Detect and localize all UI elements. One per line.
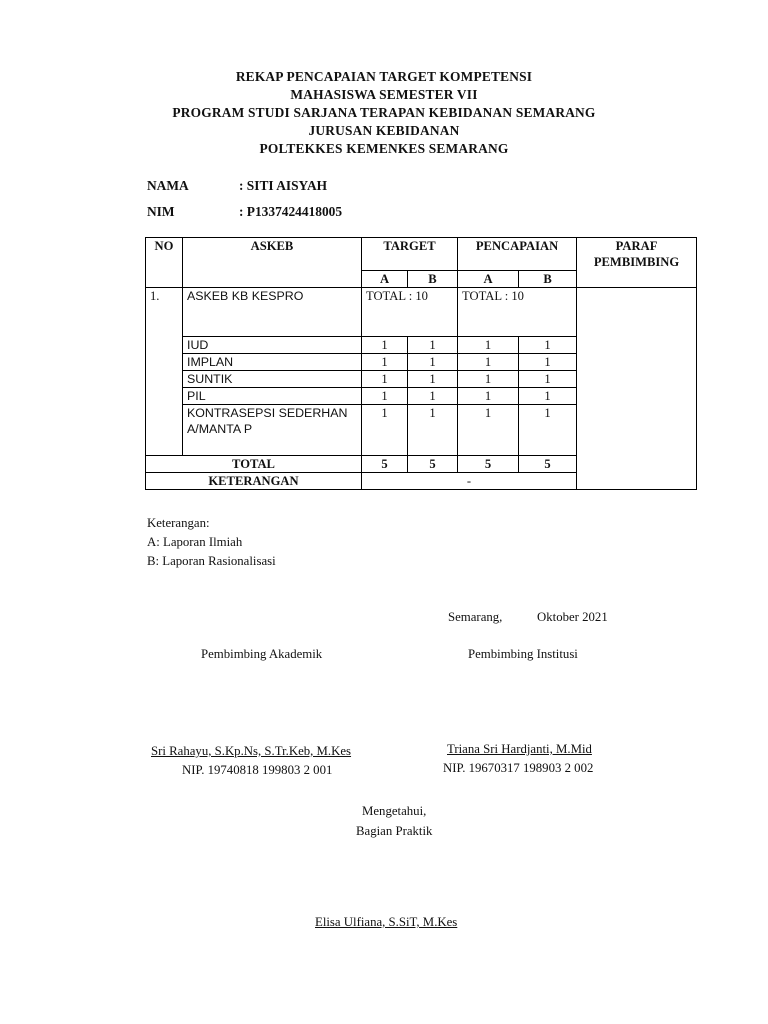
- department-label: Bagian Praktik: [356, 824, 433, 838]
- header-paraf: PARAF PEMBIMBING: [577, 238, 697, 288]
- keterangan-value: -: [362, 473, 577, 490]
- row-target-b: 1: [408, 337, 458, 354]
- name-value: : SITI AISYAH: [239, 178, 328, 193]
- nim-label: NIM: [147, 204, 175, 219]
- total-target-b: 5: [408, 456, 458, 473]
- header-jurusan: JURUSAN KEBIDANAN: [308, 123, 460, 138]
- legend-title: Keterangan:: [147, 516, 210, 530]
- student-name-row: [147, 178, 327, 194]
- header-title: REKAP PENCAPAIAN TARGET KOMPETENSI: [235, 69, 533, 84]
- total-pencapaian-b: 5: [519, 456, 577, 473]
- header-no: NO: [146, 238, 183, 288]
- group-pencapaian-total: TOTAL : 10: [458, 288, 577, 337]
- group-target-total: TOTAL : 10: [362, 288, 458, 337]
- paraf-cell: [577, 288, 697, 490]
- legend: [147, 514, 276, 571]
- row-askeb: KONTRASEPSI SEDERHANA/MANTA P: [183, 405, 362, 456]
- group-askeb: ASKEB KB KESPRO: [183, 288, 362, 337]
- total-target-a: 5: [362, 456, 408, 473]
- row-pencapaian-a: 1: [458, 371, 519, 388]
- nim-value: : P1337424418005: [239, 204, 343, 219]
- header-askeb: ASKEB: [183, 238, 362, 288]
- header-target-b: B: [408, 271, 458, 288]
- header-target: TARGET: [362, 238, 458, 271]
- row-pencapaian-a: 1: [458, 388, 519, 405]
- competency-table: [145, 237, 697, 490]
- keterangan-label: KETERANGAN: [146, 473, 362, 490]
- legend-a: A: Laporan Ilmiah: [147, 535, 243, 549]
- left-signer-role: Pembimbing Akademik: [201, 647, 323, 661]
- row-target-a: 1: [362, 337, 408, 354]
- row-pencapaian-b: 1: [519, 337, 577, 354]
- document-header: [0, 68, 768, 158]
- left-signer-nip: NIP. 19740818 199803 2 001: [182, 763, 333, 777]
- header-target-a: A: [362, 271, 408, 288]
- header-pencapaian: PENCAPAIAN: [458, 238, 577, 271]
- total-label: TOTAL: [146, 456, 362, 473]
- row-target-b: 1: [408, 371, 458, 388]
- legend-b: B: Laporan Rasionalisasi: [147, 554, 276, 568]
- row-pencapaian-a: 1: [458, 337, 519, 354]
- header-pencapaian-b: B: [519, 271, 577, 288]
- header-program: PROGRAM STUDI SARJANA TERAPAN KEBIDANAN SEMARANG: [172, 105, 596, 120]
- row-target-a: 1: [362, 371, 408, 388]
- total-pencapaian-a: 5: [458, 456, 519, 473]
- row-target-a: 1: [362, 388, 408, 405]
- row-target-a: 1: [362, 354, 408, 371]
- row-pencapaian-b: 1: [519, 371, 577, 388]
- table-header-row: [146, 238, 697, 271]
- row-askeb: SUNTIK: [183, 371, 362, 388]
- row-target-a: 1: [362, 405, 408, 456]
- row-pencapaian-b: 1: [519, 354, 577, 371]
- row-target-b: 1: [408, 354, 458, 371]
- row-askeb: PIL: [183, 388, 362, 405]
- row-pencapaian-a: 1: [458, 354, 519, 371]
- signature-date: Oktober 2021: [537, 610, 608, 624]
- group-no: 1.: [146, 288, 183, 456]
- right-signer-nip: NIP. 19670317 198903 2 002: [443, 761, 594, 775]
- row-target-b: 1: [408, 388, 458, 405]
- acknowledge-signer-name: Elisa Ulfiana, S.SiT, M.Kes: [315, 915, 458, 929]
- row-pencapaian-b: 1: [519, 405, 577, 456]
- header-semester: MAHASISWA SEMESTER VII: [290, 87, 478, 102]
- acknowledge-label: Mengetahui,: [362, 804, 427, 818]
- name-label: NAMA: [147, 178, 189, 193]
- signature-city: Semarang,: [448, 610, 503, 624]
- right-signer-role: Pembimbing Institusi: [468, 647, 578, 661]
- row-pencapaian-a: 1: [458, 405, 519, 456]
- row-target-b: 1: [408, 405, 458, 456]
- header-pencapaian-a: A: [458, 271, 519, 288]
- row-askeb: IUD: [183, 337, 362, 354]
- row-pencapaian-b: 1: [519, 388, 577, 405]
- header-institution: POLTEKKES KEMENKES SEMARANG: [259, 141, 509, 156]
- left-signer-name: Sri Rahayu, S.Kp.Ns, S.Tr.Keb, M.Kes: [151, 744, 352, 758]
- student-nim-row: [147, 204, 342, 220]
- right-signer-name: Triana Sri Hardjanti, M.Mid: [447, 742, 592, 756]
- row-askeb: IMPLAN: [183, 354, 362, 371]
- table-group-row: [146, 288, 697, 337]
